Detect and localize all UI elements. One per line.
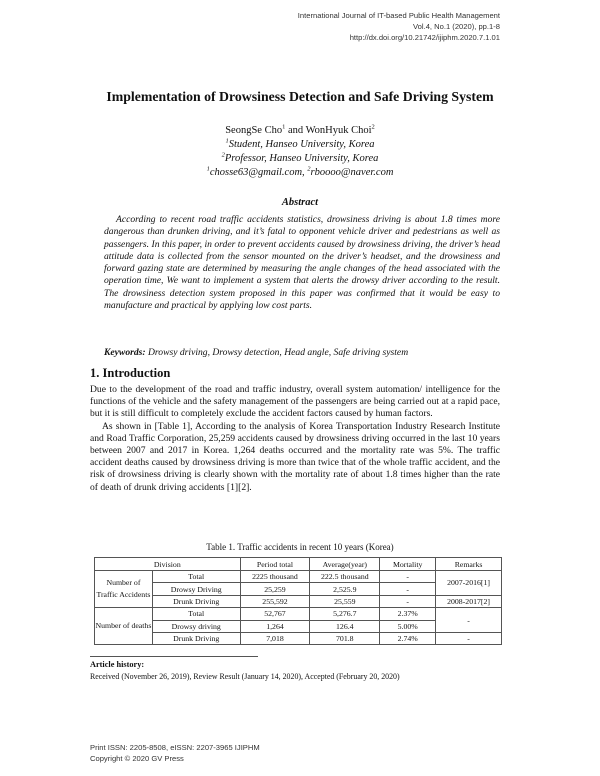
paragraph: As shown in [Table 1], According to the analysis of Korea Transportation Industry Research Institute and Road Traffic Corporation, 25,259 accidents caused by drowsiness driving occurred in the last 10 years between 2007 and 2017 in Korea. 1,264 deaths occurred and the mortality rate was 5%. The traffic accident deaths caused by drowsiness driving is more than twice that of the whole traffic accident, and the risk of drowsiness driving is clearly shown with the mortality rate of about 1.8 times higher than the rate of death of drunk driving accidents [1][2]. — [90, 420, 500, 493]
doi-link[interactable]: http://dx.doi.org/10.21742/ijiphm.2020.7.1.01 — [349, 33, 500, 42]
table-caption: Table 1. Traffic accidents in recent 10 years (Korea) — [206, 542, 394, 552]
table-header: Division — [95, 558, 241, 571]
paragraph: Due to the development of the road and traffic industry, overall system automation/ intelligence for the functions of the vehicle and the safety management of the passengers are being carried out at a rapid pace, but it is still difficult to completely exclude the accident factors caused by human factors. — [90, 384, 500, 420]
section-heading: 1. Introduction — [90, 366, 171, 380]
table-cell: Drowsy Driving — [152, 583, 240, 595]
table-cell: 2.37% — [380, 608, 436, 620]
email-2[interactable]: rboooo@naver.com — [310, 167, 394, 178]
introduction-body — [90, 384, 500, 494]
abstract-heading: Abstract — [281, 197, 319, 208]
table-cell: 2008-2017[2] — [436, 595, 502, 607]
affiliation-2: $^2$Professor, Hanseo University, Korea — [221, 151, 379, 164]
author-block — [0, 124, 600, 180]
history-divider — [90, 656, 258, 657]
table-cell: 126.4 — [310, 620, 380, 632]
table-cell: 701.8 — [310, 632, 380, 644]
table-row — [95, 608, 502, 620]
table-cell: 5.00% — [380, 620, 436, 632]
table-cell: 222.5 thousand — [310, 571, 380, 583]
journal-name: International Journal of IT-based Public Health Management — [297, 11, 500, 20]
copyright-line: Copyright © 2020 GV Press — [90, 754, 184, 763]
group-label: Number of deaths — [95, 608, 153, 645]
traffic-accidents-table — [94, 557, 502, 645]
table-header: Remarks — [436, 558, 502, 571]
table-header: Mortality — [380, 558, 436, 571]
table-cell: Total — [152, 608, 240, 620]
table-cell: - — [436, 608, 502, 633]
table-cell: 52,767 — [240, 608, 310, 620]
table-cell: - — [380, 595, 436, 607]
table-cell: - — [436, 632, 502, 644]
author-emails: $^1$chosse63@gmail.com, $^2$rboooo@naver.com — [206, 165, 394, 178]
author-1: SeongSe Cho — [225, 125, 283, 136]
journal-volume: Vol.4, No.1 (2020), pp.1-8 — [413, 22, 500, 31]
table-row — [95, 571, 502, 583]
table-cell: Total — [152, 571, 240, 583]
keywords-label: Keywords: — [104, 347, 146, 358]
table-cell: Drunk Driving — [152, 632, 240, 644]
group-label: Number of Traffic Accidents — [95, 571, 153, 608]
table-cell: Drowsy driving — [152, 620, 240, 632]
journal-header — [298, 10, 500, 43]
table-cell: - — [380, 583, 436, 595]
table-header-row — [95, 558, 502, 571]
article-history-heading: Article history: — [90, 660, 145, 669]
table-row — [95, 632, 502, 644]
table-header: Average(year) — [310, 558, 380, 571]
table-header: Period total — [240, 558, 310, 571]
article-history-text: Received (November 26, 2019), Review Result (January 14, 2020), Accepted (February 20, 2020) — [90, 672, 400, 681]
email-1[interactable]: chosse63@gmail.com, — [209, 167, 308, 178]
table-cell: 25,259 — [240, 583, 310, 595]
table-cell: 255,592 — [240, 595, 310, 607]
affiliation-1: $^1$Student, Hanseo University, Korea — [225, 137, 375, 150]
table-cell: Drunk Driving — [152, 595, 240, 607]
issn-line: Print ISSN: 2205-8508, eISSN: 2207-3965 IJIPHM — [90, 743, 260, 752]
table-cell: 2007-2016[1] — [436, 571, 502, 596]
table-cell: 2225 thousand — [240, 571, 310, 583]
keywords-text: Drowsy driving, Drowsy detection, Head angle, Safe driving system — [145, 347, 409, 358]
table-cell: 5,276.7 — [310, 608, 380, 620]
author-2: WonHyuk Choi — [305, 125, 372, 136]
page-footer — [90, 742, 260, 764]
table-cell: 2,525.9 — [310, 583, 380, 595]
table-cell: 2.74% — [380, 632, 436, 644]
keywords — [104, 347, 500, 358]
author-names: SeongSe Cho$^1$ and WonHyuk Choi$^2$ — [225, 123, 375, 136]
table-row — [95, 595, 502, 607]
table-cell: 25,559 — [310, 595, 380, 607]
table-cell: 7,018 — [240, 632, 310, 644]
abstract-text: According to recent road traffic accidents statistics, drowsiness driving is about 1.8 times more dangerous than drunken driving, and it’s fatal to opponent vehicle driver and pedestrians as well as passengers. In this paper, in order to prevent accidents caused by drowsiness driving, the driver’s head attitude data is collected from the sensor mounted on the driver’s headset, and the drowsiness and forward gazing state are determined by measuring the angle changes of the head associated with the operation time, We want to implement a system that alerts the drowsy driver according to the result. The drowsiness detection system proposed in this paper was confirmed that it would be easy to manufacture and practical by applying low cost parts. — [104, 214, 500, 312]
table-cell: - — [380, 571, 436, 583]
paper-title: Implementation of Drowsiness Detection and Safe Driving System — [106, 89, 494, 104]
table-cell: 1,264 — [240, 620, 310, 632]
